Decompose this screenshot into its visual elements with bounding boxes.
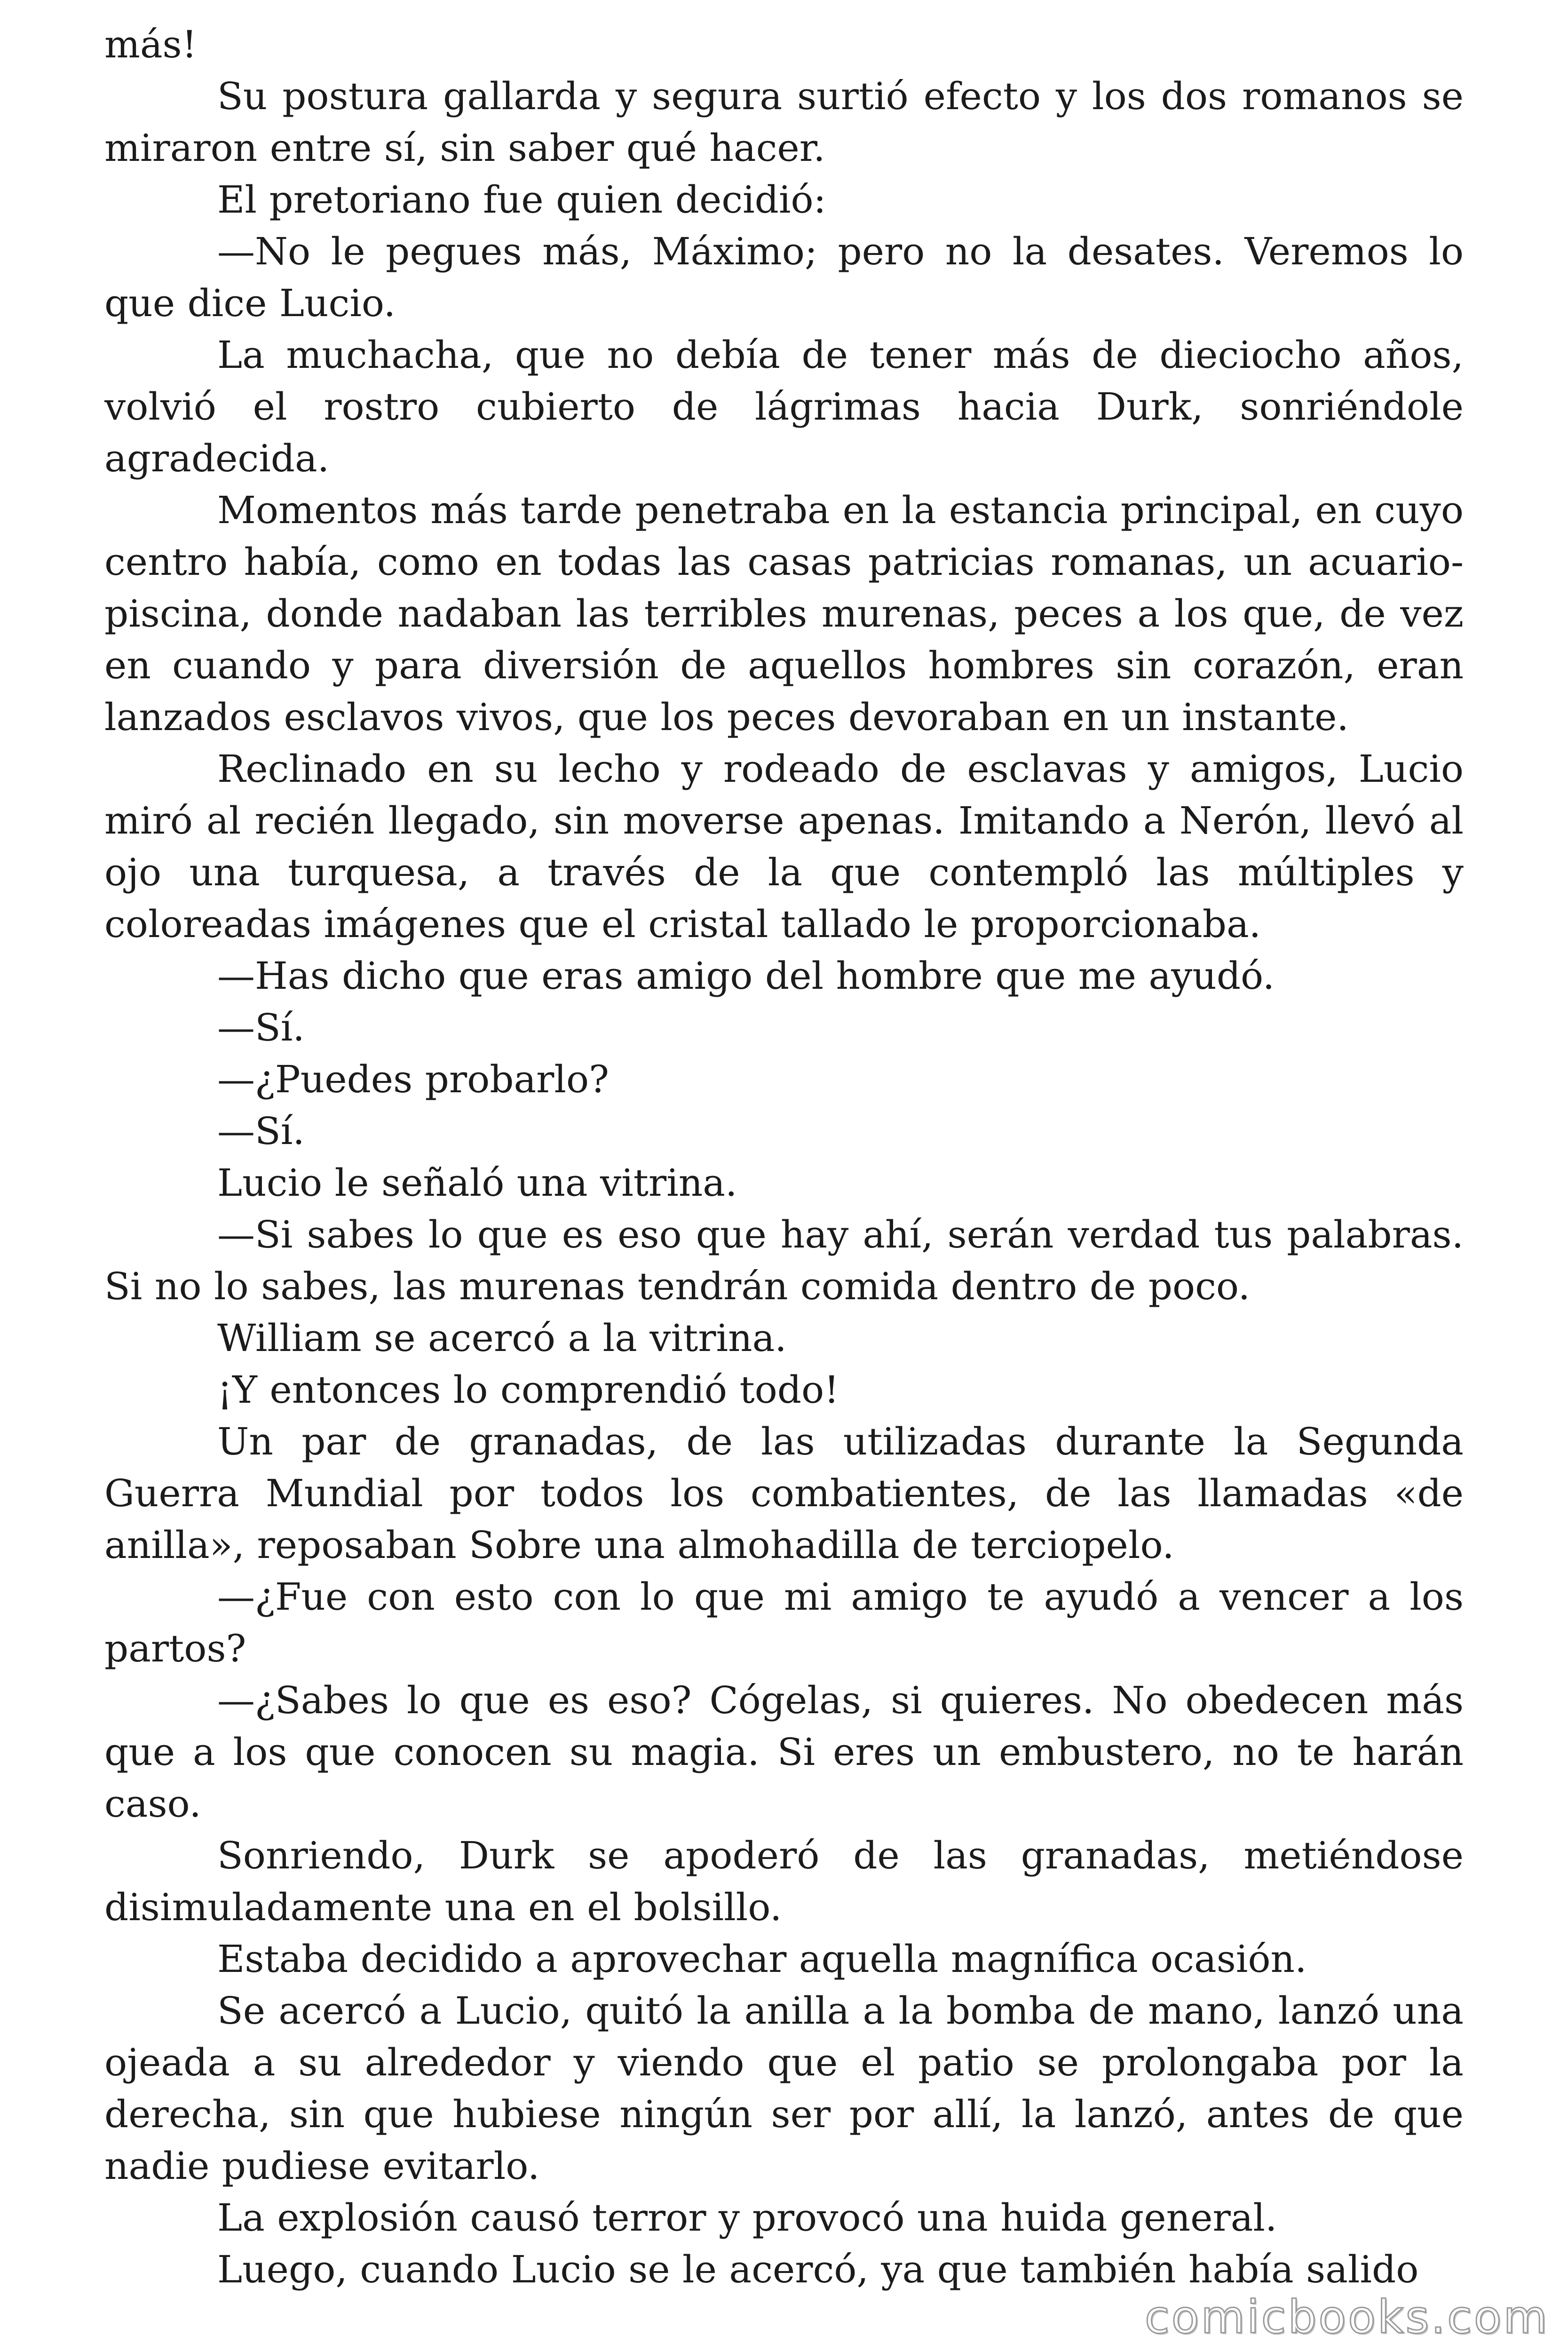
paragraph: —No le pegues más, Máximo; pero no la desates. Veremos lo que dice Lucio. (104, 230, 1464, 325)
paragraph: —¿Fue con esto con lo que mi amigo te ayudó a vencer a los partos? (104, 1575, 1464, 1670)
paragraph: El pretoriano fue quien decidió: (217, 178, 826, 222)
paragraph: Su postura gallarda y segura surtió efecto y los dos romanos se miraron entre sí, sin saber qué hacer. (104, 74, 1464, 170)
paragraph: La explosión causó terror y provocó una huida general. (217, 2196, 1277, 2240)
paragraph: —¿Sabes lo que es eso? Cógelas, si quieres. No obedecen más que a los que conocen su magia. Si eres un embustero, no te harán caso. (104, 1678, 1464, 1826)
paragraph: Sonriendo, Durk se apoderó de las granadas, metiéndose disimuladamente una en el bolsillo. (104, 1834, 1464, 1929)
paragraph: William se acercó a la vitrina. (217, 1316, 787, 1360)
paragraph: —¿Puedes probarlo? (217, 1057, 610, 1101)
paragraph: —Sí. (217, 1006, 305, 1049)
paragraph: Momentos más tarde penetraba en la estancia principal, en cuyo centro había, como en todas las casas patricias romanas, un acuario-piscina, donde nadaban las terribles murenas, peces a los que, de vez en cuando y para diversión de aquellos hombres sin corazón, eran lanzados esclavos vivos, que los peces devoraban en un instante. (104, 488, 1464, 739)
watermark: comicbooks.com (1144, 2291, 1549, 2344)
paragraph: —Has dicho que eras amigo del hombre que me ayudó. (217, 954, 1275, 998)
paragraph: Lucio le señaló una vitrina. (217, 1161, 737, 1205)
paragraph: ¡Y entonces lo comprendió todo! (217, 1368, 839, 1412)
paragraph: Se acercó a Lucio, quitó la anilla a la bomba de mano, lanzó una ojeada a su alrededor y viendo que el patio se prolongaba por la derecha, sin que hubiese ningún ser por allí, la lanzó, antes de que nadie pudiese evitarlo. (104, 1989, 1464, 2188)
paragraph: —Sí. (217, 1109, 305, 1153)
paragraph: Luego, cuando Lucio se le acercó, ya que también había salido (217, 2248, 1419, 2291)
paragraph: Reclinado en su lecho y rodeado de esclavas y amigos, Lucio miró al recién llegado, sin moverse apenas. Imitando a Nerón, llevó al ojo una turquesa, a través de la que contempló las múltiples y coloreadas imágenes que el cristal tallado le proporcionaba. (104, 747, 1464, 946)
paragraph: Estaba decidido a aprovechar aquella magnífica ocasión. (217, 1937, 1307, 1981)
paragraph: más! (104, 23, 197, 66)
paragraph: —Si sabes lo que es eso que hay ahí, serán verdad tus palabras. Si no lo sabes, las murenas tendrán comida dentro de poco. (104, 1213, 1464, 1308)
paragraph: La muchacha, que no debía de tener más de dieciocho años, volvió el rostro cubierto de lágrimas hacia Durk, sonriéndole agradecida. (104, 333, 1464, 480)
document-page (104, 19, 1464, 2333)
paragraph: Un par de granadas, de las utilizadas durante la Segunda Guerra Mundial por todos los combatientes, de las llamadas «de anilla», reposaban Sobre una almohadilla de terciopelo. (104, 1420, 1464, 1567)
